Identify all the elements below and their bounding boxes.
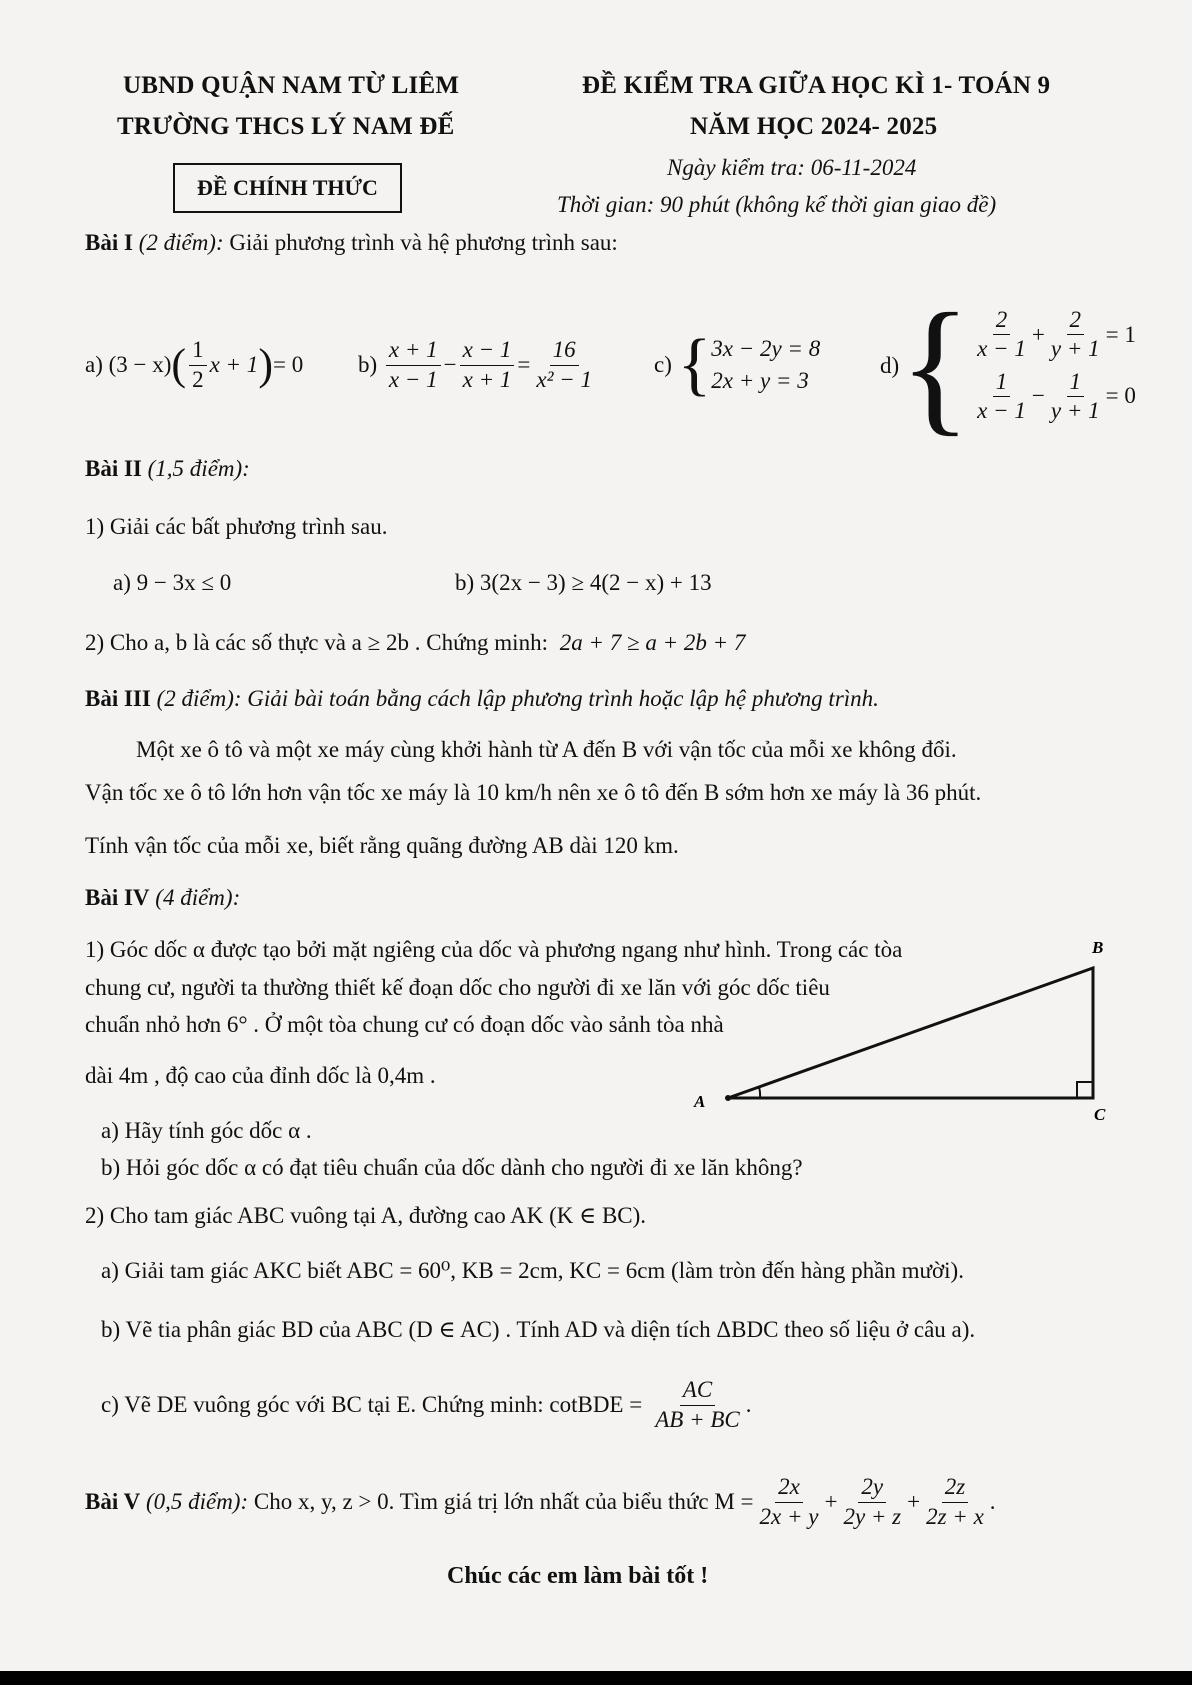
fraction-m1: $\frac{2x}{2x + y}$ [759,1474,819,1529]
bai2-q2-expr: 2a + 7 ≥ a + 2b + 7 [559,630,746,655]
bai4-q1-a: a) Hãy tính góc dốc α . [101,1118,312,1143]
bai3-heading [85,686,879,712]
bai3-points: (2 điểm): Giải bài toán bằng cách lập phương trình hoặc lập hệ phương trình. [156,686,879,711]
bai4-q2-b: b) Vẽ tia phân giác BD của ABC (D ∈ AC) . Tính AD và diện tích ΔBDC theo số liệu ở câu a). [101,1317,976,1342]
bai2-title: Bài II [85,456,142,481]
fraction-b2: $\frac{x - 1}{x + 1}$ [460,338,515,391]
label-d: d) [880,352,900,378]
bai4-q2-c-text: c) Vẽ DE vuông góc với BC tại E. Chứng minh: cotBDE = [101,1392,643,1417]
bai5-title: Bài V [85,1489,141,1514]
bai4-q1-line4: dài 4m , độ cao của đỉnh dốc là 0,4m . [85,1063,436,1088]
angle-alpha-arc [759,1087,760,1098]
system-d [971,308,1136,423]
system-d-eq2: $\frac{1}{x - 1}$ − $\frac{1}{y + 1}$ = 0 [977,368,1136,423]
bai2-q2-text: 2) Cho a, b là các số thực và a ≥ 2b . Chứng minh: [85,630,548,655]
fraction-half: $\frac{1}{2}$ [189,338,207,391]
period: . [989,1489,996,1514]
system-d-eq1: $\frac{2}{x - 1}$ + $\frac{2}{y + 1}$ = 1 [977,307,1136,362]
label-a: a) [85,352,103,377]
bai4-title: Bài IV [85,885,150,910]
period: . [745,1392,752,1417]
eq-a-tail: x + 1 [209,352,259,377]
bai4-q2-a: a) Giải tam giác AKC biết ABC = 60⁰, KB = 2cm, KC = 6cm (làm tròn đến hàng phần mười). [101,1258,964,1283]
paren-open: ( [171,340,187,389]
label-vertex-c: C [1094,1105,1106,1124]
bai2-heading [85,456,250,482]
label-c: c) [654,352,672,377]
bai2-q2 [85,630,745,656]
district-name: UBND QUẬN NAM TỪ LIÊM [123,72,460,99]
bai1-points: (2 điểm): [138,230,224,255]
bai4-q1-b: b) Hỏi góc dốc α có đạt tiêu chuẩn của dốc dành cho người đi xe lăn không? [101,1155,803,1180]
system-c-eq1: 3x − 2y = 8 [711,335,821,361]
system-brace-large: { [899,282,972,449]
equals-sign: = [517,352,531,377]
eq-a-rhs: = 0 [272,352,304,377]
bai5 [85,1462,996,1542]
right-angle-mark [1077,1082,1093,1098]
plus-sign: + [907,1489,921,1514]
vertex-a-dot [725,1095,731,1101]
exam-date: Ngày kiểm tra: 06-11-2024 [667,155,917,180]
official-stamp-box: ĐỀ CHÍNH THỨC [173,163,402,213]
bai1-eq-a [85,330,303,400]
minus-sign: − [443,352,457,377]
bai4-q1-line1: 1) Góc dốc α được tạo bởi mặt ngiêng của dốc và phương ngang như hình. Trong các tòa [85,937,903,962]
scan-bottom-edge [0,1671,1192,1685]
bai4-points: (4 điểm): [155,885,241,910]
plus-sign: + [824,1489,838,1514]
triangle-abc [728,968,1093,1098]
bai3-para2: Vận tốc xe ô tô lớn hơn vận tốc xe máy là 10 km/h nên xe ô tô đến B sớm hơn xe máy là 36 phút. [85,780,982,805]
fraction-cot: $\frac{AC}{AB + BC}$ [655,1377,740,1432]
bai2-points: (1,5 điểm): [147,456,250,481]
bai2-q1-b: b) 3(2x − 3) ≥ 4(2 − x) + 13 [455,570,712,595]
system-c-eq2: 2x + y = 3 [711,368,809,393]
exam-title: ĐỀ KIỂM TRA GIỮA HỌC KÌ 1- TOÁN 9 [582,72,1051,99]
footer-wish: Chúc các em làm bài tốt ! [447,1563,709,1589]
fraction-m2: $\frac{2y}{2y + z}$ [843,1474,902,1529]
system-brace: { [677,326,712,403]
bai4-heading [85,885,240,911]
bai3-title: Bài III [85,686,151,711]
ramp-triangle-figure [680,925,1120,1125]
bai4-q1-line2: chung cư, người ta thường thiết kế đoạn dốc cho người đi xe lăn với góc dốc tiêu [85,975,830,1000]
bai4-q2: 2) Cho tam giác ABC vuông tại A, đường cao AK (K ∈ BC). [85,1203,647,1228]
bai3-para1: Một xe ô tô và một xe máy cùng khởi hành từ A đến B với vận tốc của mỗi xe không đổi. [136,737,957,762]
bai5-text: Cho x, y, z > 0. Tìm giá trị lớn nhất của biểu thức M = [253,1489,754,1514]
system-c [711,333,820,397]
bai1-title: Bài I [85,230,133,255]
label-b: b) [358,352,378,377]
bai3-para3: Tính vận tốc của mỗi xe, biết rằng quãng đường AB dài 120 km. [85,833,679,858]
school-name: TRƯỜNG THCS LÝ NAM ĐẾ [117,113,455,140]
eq-a-factor: (3 − x) [108,352,172,377]
fraction-b3: $\frac{16}{\text{x² − 1}}$ [536,337,592,392]
fraction-b1: $\frac{x + 1}{x - 1}$ [386,338,441,391]
bai2-q1: 1) Giải các bất phương trình sau. [85,514,388,539]
bai1-eq-c [654,325,820,405]
bai1-eq-d [880,283,1136,448]
label-vertex-a: A [694,1092,706,1111]
bai4-q1-line3: chuẩn nhỏ hơn 6° . Ở một tòa chung cư có đoạn dốc vào sảnh tòa nhà [85,1012,724,1037]
bai5-points: (0,5 điểm): [145,1489,249,1514]
label-vertex-b: B [1092,938,1104,957]
exam-duration: Thời gian: 90 phút (không kể thời gian giao đề) [557,192,997,217]
bai1-eq-b [358,325,598,405]
paren-close: ) [258,340,273,389]
bai1-heading [85,230,618,256]
bai2-q1-a: a) 9 − 3x ≤ 0 [113,570,232,595]
school-year: NĂM HỌC 2024- 2025 [690,113,938,140]
fraction-m3: $\frac{2z}{2z + x}$ [926,1474,984,1529]
bai4-q2-c [101,1370,751,1440]
bai1-text: Giải phương trình và hệ phương trình sau: [229,230,618,255]
